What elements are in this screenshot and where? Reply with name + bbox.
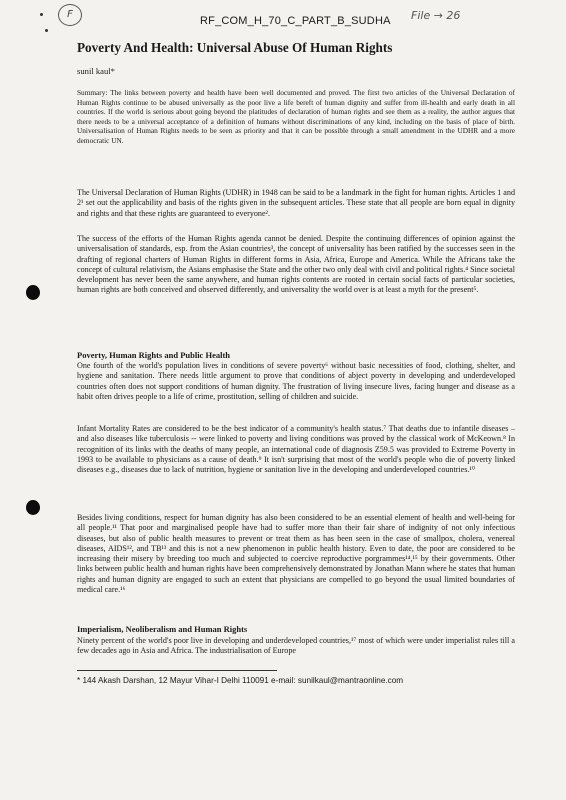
paragraph-infant-mortality: Infant Mortality Rates are considered to be the best indicator of a community's health status.⁷ That deaths due to infantile diseases – and also diseases like tuberculosis -- were linked to poverty and living conditions was proved by the classical work of McKeown.⁸ In recognition of its links with the deaths of many people, an international code of diagnosis Z59.5 was provided to Extreme Poverty in 1993 to be available to physicians as a cause of death.⁹ It isn't surprising that most of the world's people who die of poverty linked diseases e.g., diseases due to lack of nutrition, hygiene or sanitation live in the developing and underdeveloped countries.¹⁰	[77, 424, 515, 475]
punch-hole	[26, 500, 40, 515]
footnote-divider	[77, 670, 277, 671]
paragraph-poverty: One fourth of the world's population lives in conditions of severe poverty⁶ without basic necessities of food, clothing, shelter, and hygiene and sanitation. There needs little argument to prove that conditions of abject poverty in developing and underdeveloped countries often does not support conditions of human dignity. The frustration of living insecure lives, facing hunger and disease as a habit often drives people to a life of crime, prostitution, selling of children and suicide.	[77, 361, 515, 401]
document-code: RF_COM_H_70_C_PART_B_SUDHA	[200, 15, 391, 27]
section-heading-imperialism: Imperialism, Neoliberalism and Human Rights	[77, 624, 248, 634]
section-heading-poverty: Poverty, Human Rights and Public Health	[77, 350, 231, 360]
scan-speck	[40, 13, 43, 16]
handwritten-file-note: File → 26	[411, 9, 461, 22]
paragraph-imperialism: Ninety percent of the world's poor live in developing and underdeveloped countries,¹⁷ most of which were under imperialist rules till a few decades ago in Asia and Africa. The industrialisation of Europe	[77, 636, 515, 656]
punch-hole	[26, 285, 40, 300]
scan-speck	[45, 29, 48, 32]
paragraph-success: The success of the efforts of the Human Rights agenda cannot be denied. Despite the continuing differences of opinion against the universalisation of standards, esp. from the Asian countries³, the concept of universality has been ratified by the successes seen in the drafting of regional charters of Human Rights in different forms in Asia, Africa, Europe and America. While the Africans take the concept of cultural relativism, the Asians emphasise the State and the other two only deal with civil and political rights.⁴ Since societal development has never been the same anywhere, and human rights contents are rooted in certain social facts of particular societies, human rights are both conceived and observed differently, and universality the world over is at least a myth for the present⁵.	[77, 234, 515, 295]
handwritten-circled-letter: F	[58, 4, 82, 26]
paragraph-udhr: The Universal Declaration of Human Rights (UDHR) in 1948 can be said to be a landmark in the fight for human rights. Articles 1 and 2¹ set out the applicability and basis of the rights given in the subsequent articles. These state that all people are born equal in dignity and rights and that these rights are guaranteed to everyone².	[77, 188, 515, 218]
author-footnote: * 144 Akash Darshan, 12 Mayur Vihar-I Delhi 110091 e-mail: sunilkaul@mantraonline.com	[77, 676, 404, 685]
paragraph-dignity: Besides living conditions, respect for human dignity has also been considered to be an essential element of health and well-being for all people.¹¹ That poor and marginalised people have had to suffer more than their fair share of indignity of not only infectious diseases, but also of public health measures to prevent or treat them as has been seen in the case of smallpox, cholera, venereal diseases, AIDS¹², and TB¹³ and this is not a new phenomenon in public health history. Even to date, the poor are considered to be increasing their misery by breeding too much and subjected to coercive reproductive porgrammes¹⁴,¹⁵ by their governments. Other links between public health and human rights have been comprehensively demonstrated by Jonathan Mann where he states that human rights and human dignity are engaged to such an extent that physicians are compelled to go beyond the usual limited boundaries of medical care.¹⁶	[77, 513, 515, 595]
article-title: Poverty And Health: Universal Abuse Of Human Rights	[77, 40, 393, 55]
article-summary: Summary: The links between poverty and health have been well documented and proved. The first two articles of the Universal Declaration of Human Rights continue to be abused universally as the poor live a life bereft of human dignity and suffer from ill-health and early death in all countries. If the world is serious about going beyond the platitudes of declaration of human rights and see them as a reality, the author argues that there needs to be a universal acceptance of a definition of humans without discriminations of any kind, including on the basis of place of birth. Universalisation of Human Rights needs to be seen as priority and that it can be possible through a small amendment in the UDHR and a more democratic UN.	[77, 88, 515, 145]
article-author: sunil kaul*	[77, 66, 115, 76]
